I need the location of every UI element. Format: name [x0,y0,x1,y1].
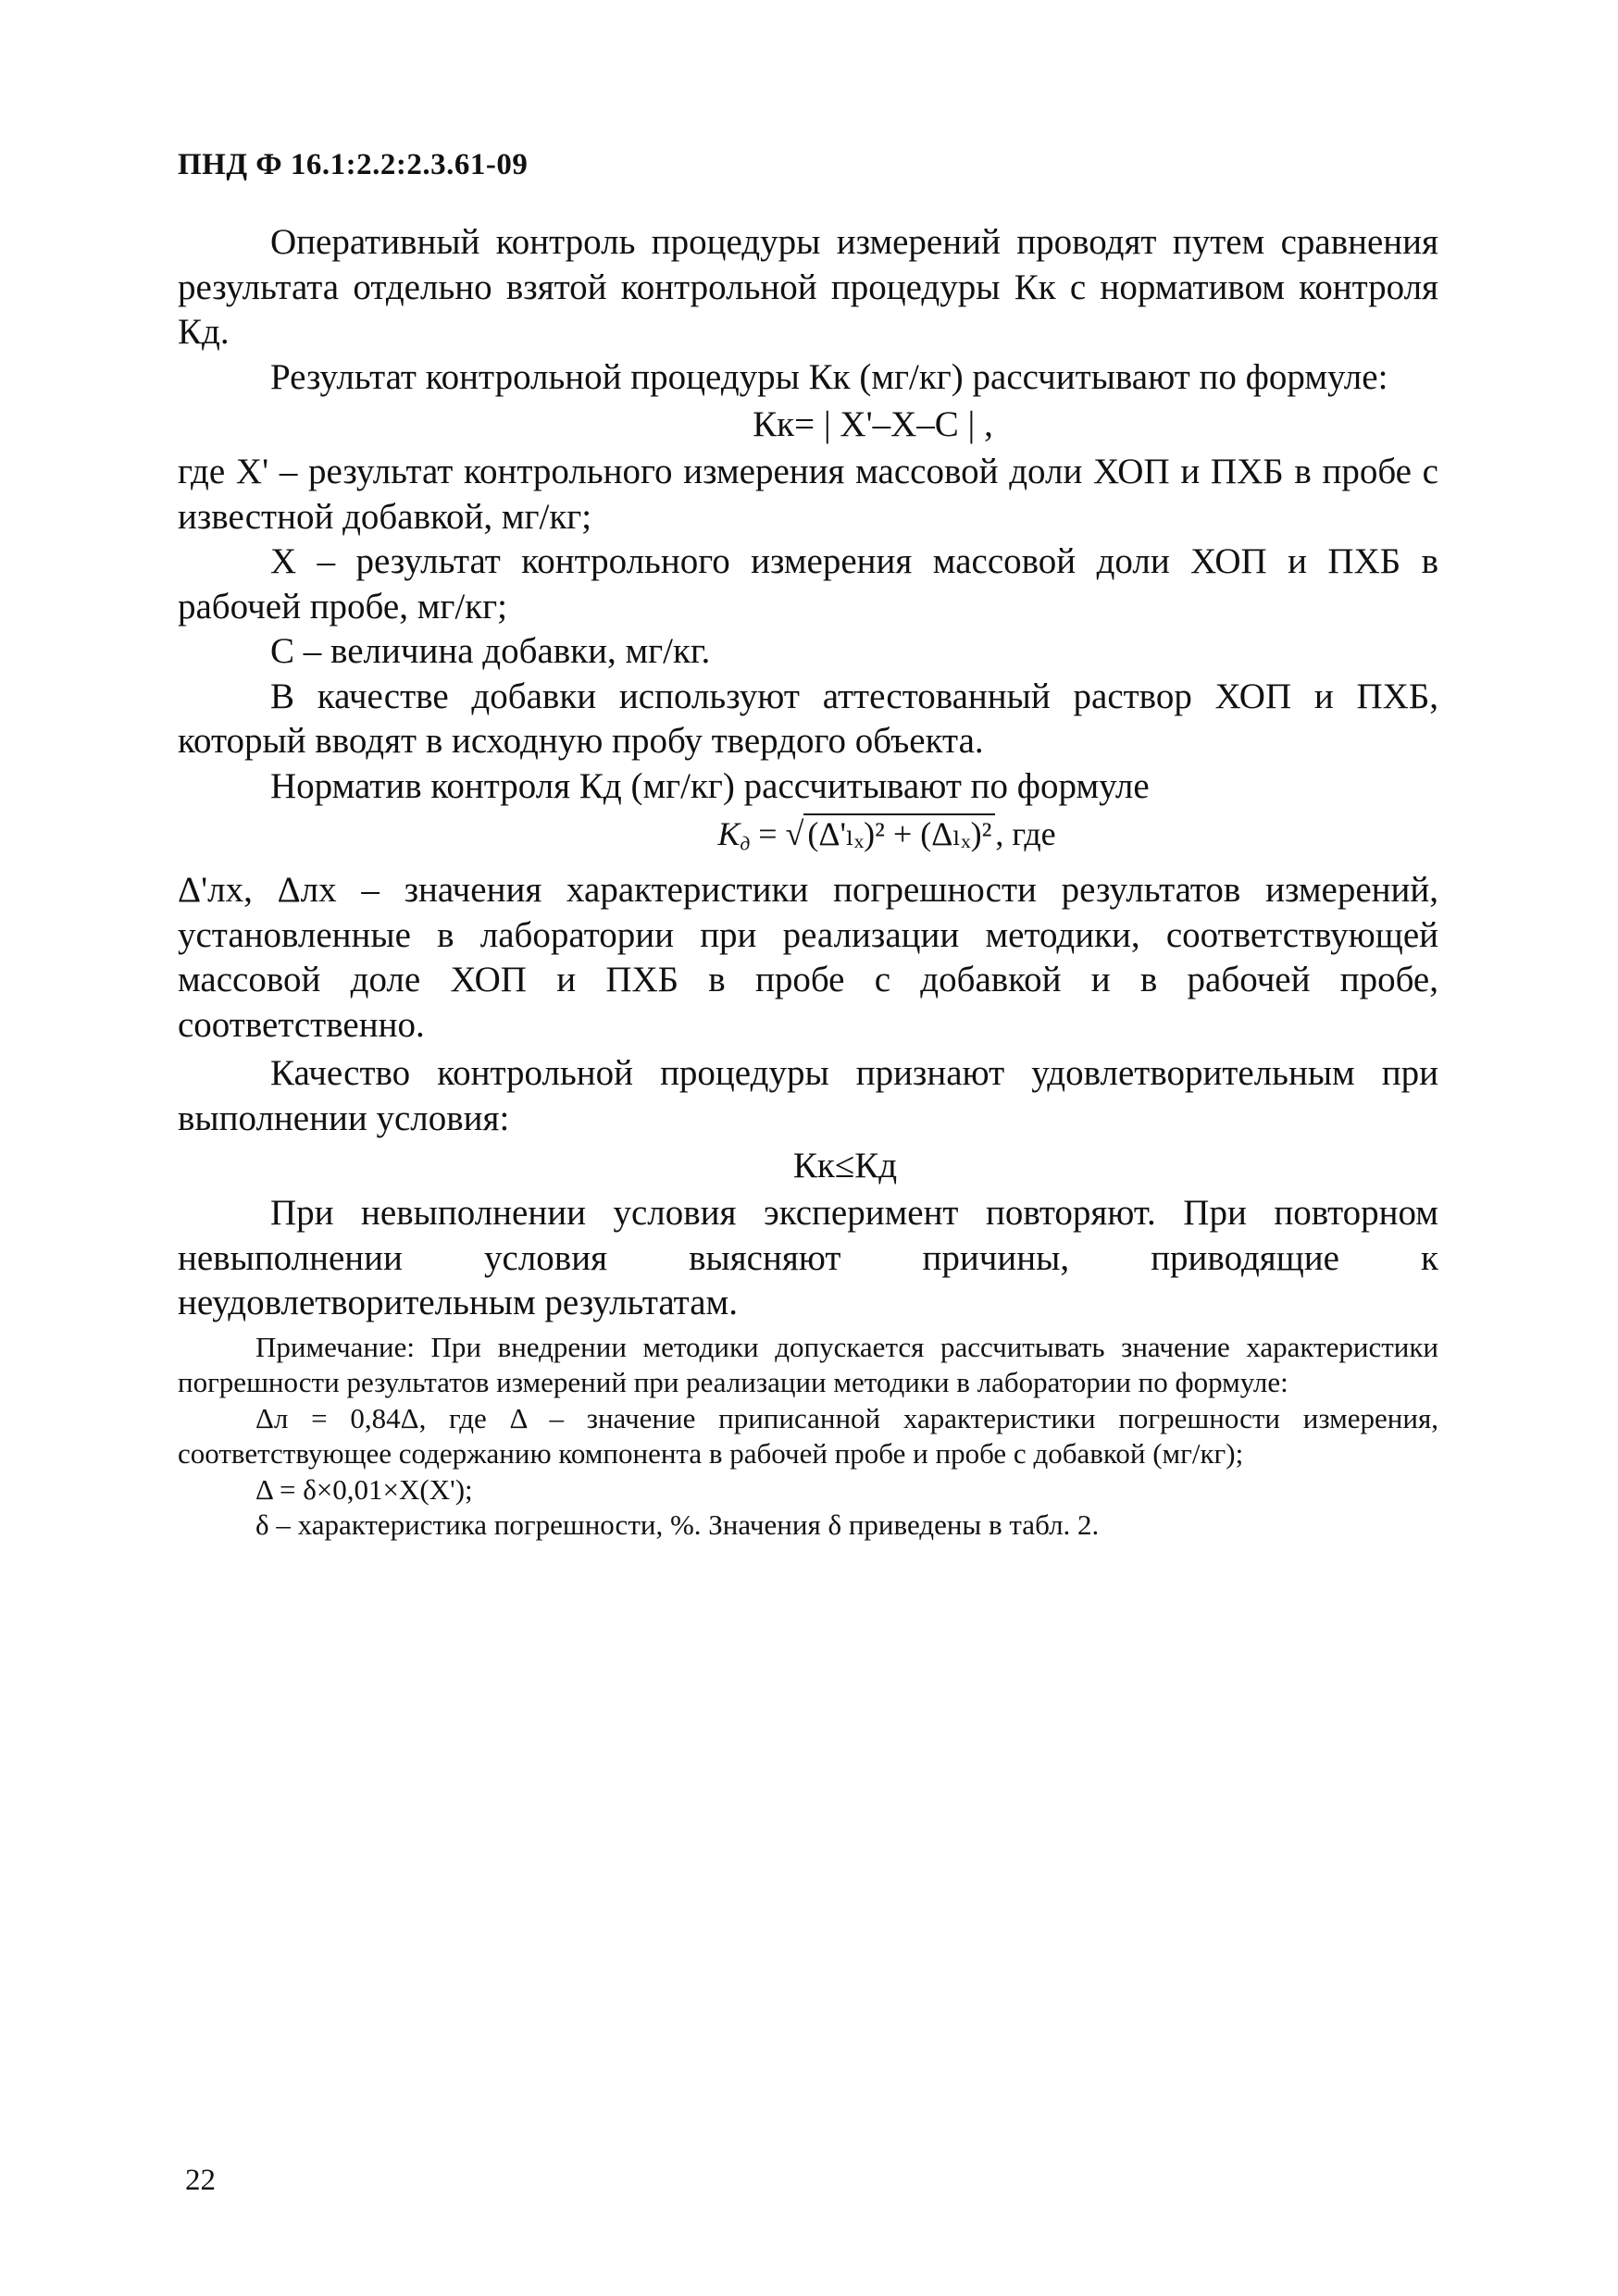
formula-kd-tail: , где [995,815,1056,852]
note-delta-formula: Δ = δ×0,01×X(X'); [255,1472,473,1506]
formula-kd-radicand: (Δ'ₗₓ)² + (Δₗₓ)² [803,813,995,852]
definition-x: X – результат контрольного измерения массовой доли ХОП и ПХБ в рабочей пробе, мг/кг; [178,541,1438,627]
formula-kd-lhs: K [717,815,741,852]
paragraph-repeat: При невыполнении условия эксперимент повторяют. При повторном невыполнении условия выясняют причины, приводящие к неудовлетворительным результатам. [178,1193,1438,1323]
definition-delta: Δ'лх, Δлх – значения характеристики погрешности результатов измерений, установленные в лаборатории при реализации методики, соответствующей массовой доле ХОП и ПХБ в пробе с добавкой и в рабочей пробе, соответственно. [178,870,1438,1045]
formula-kd-lhs-sub: д [740,832,751,855]
note-delta-definition: δ – характеристика погрешности, %. Значения δ приведены в табл. 2. [255,1508,1100,1542]
paragraph-quality: Качество контрольной процедуры признают удовлетворительным при выполнении условия: [178,1053,1438,1138]
note-intro: Примечание: При внедрении методики допускается рассчитывать значение характеристики погрешности результатов измерений при реализации методики в лаборатории по формуле: [178,1330,1438,1399]
document-body [178,220,1438,1544]
paragraph-norm: Норматив контроля Кд (мг/кг) рассчитывают по формуле [270,765,1150,806]
sqrt-symbol: √ (Δ'ₗₓ)² + (Δₗₓ)² [786,809,996,859]
document-header: ПНД Ф 16.1:2.2:2.3.61-09 [178,148,529,181]
definition-x-prime: где X' – результат контрольного измерения массовой доли ХОП и ПХБ в пробе с известной добавкой, мг/кг; [178,452,1438,537]
formula-kk: Кк= | X'–X–C | , [753,404,993,444]
definition-c: С – величина добавки, мг/кг. [270,631,711,671]
formula-kd-equals: = [758,815,778,852]
paragraph-control-result: Результат контрольной процедуры Кк (мг/кг) рассчитывают по формуле: [270,356,1388,397]
note-delta-l: Δл = 0,84Δ, где Δ – значение приписанной характеристики погрешности измерения, соответствующее содержанию компонента в рабочей пробе и пробе с добавкой (мг/кг); [178,1401,1438,1471]
paragraph-additive: В качестве добавки используют аттестованный раствор ХОП и ПХБ, который вводят в исходную пробу твердого объекта. [178,676,1438,761]
formula-condition: Кк≤Кд [792,1146,898,1186]
page-number: 22 [185,2164,216,2197]
paragraph-operational-control: Оперативный контроль процедуры измерений проводят путем сравнения результата отдельно взятой контрольной процедуры Кк с нормативом контроля Кд. [178,222,1438,352]
formula-kd [178,809,1438,868]
